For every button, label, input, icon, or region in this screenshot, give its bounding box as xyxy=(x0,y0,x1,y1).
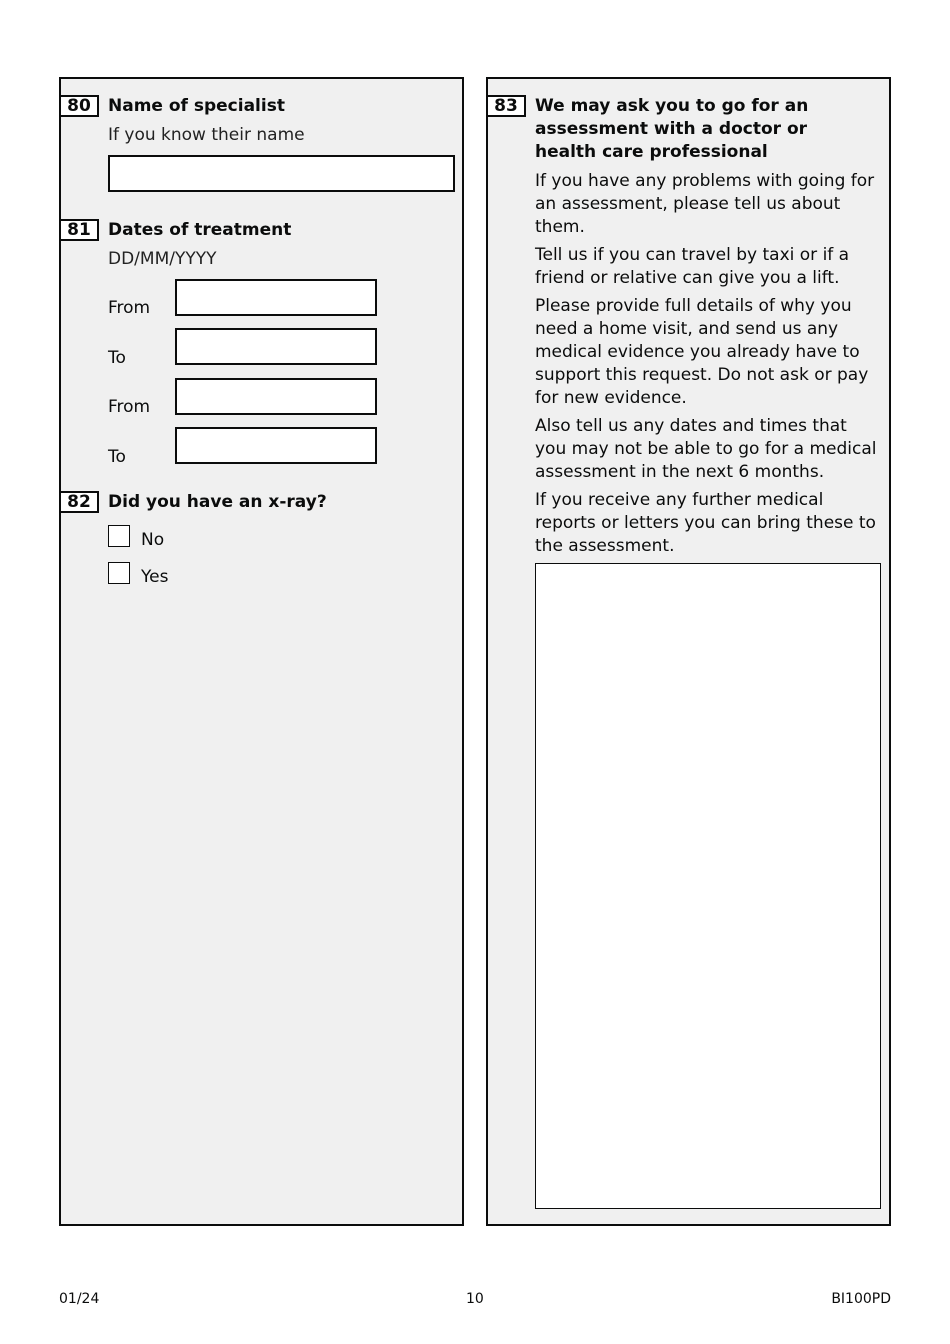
question-81-hint: DD/MM/YYYY xyxy=(108,249,217,269)
right-form-panel xyxy=(486,77,891,1226)
date-to-1-input[interactable] xyxy=(175,328,377,365)
xray-no-label: No xyxy=(141,530,165,550)
question-80-title: Name of specialist xyxy=(108,96,285,116)
question-80-number: 80 xyxy=(59,95,99,117)
date-from-2-label: From xyxy=(108,397,151,417)
xray-no-checkbox[interactable] xyxy=(108,525,130,547)
question-83-title: We may ask you to go for an assessment with a doctor or health care professional xyxy=(535,96,809,162)
specialist-name-input[interactable] xyxy=(108,155,455,192)
date-from-1-input[interactable] xyxy=(175,279,377,316)
xray-yes-checkbox[interactable] xyxy=(108,562,130,584)
date-to-2-input[interactable] xyxy=(175,427,377,464)
footer-date: 01/24 xyxy=(59,1291,100,1307)
date-from-2-input[interactable] xyxy=(175,378,377,415)
instruction-paragraph: Tell us if you can travel by taxi or if a friend or relative can give you a lift. xyxy=(535,245,850,288)
question-82-number: 82 xyxy=(59,491,99,513)
xray-yes-label: Yes xyxy=(141,567,169,587)
instruction-paragraph: If you have any problems with going for an assessment, please tell us about them. xyxy=(535,171,875,237)
instruction-paragraph: Please provide full details of why you need a home visit, and send us any medical evidence you already have to support this request. Do not ask or pay for new evidence. xyxy=(535,296,869,408)
question-83-instructions xyxy=(535,170,880,563)
footer-page-number: 10 xyxy=(466,1291,484,1307)
date-to-2-label: To xyxy=(108,447,126,467)
assessment-details-textarea[interactable] xyxy=(535,563,881,1209)
question-80-hint: If you know their name xyxy=(108,125,305,145)
question-83-number: 83 xyxy=(486,95,526,117)
date-to-1-label: To xyxy=(108,348,126,368)
question-82-title: Did you have an x-ray? xyxy=(108,492,327,512)
footer-form-code: BI100PD xyxy=(831,1291,891,1307)
question-81-number: 81 xyxy=(59,219,99,241)
date-from-1-label: From xyxy=(108,298,151,318)
instruction-paragraph: Also tell us any dates and times that you may not be able to go for a medical assessment in the next 6 months. xyxy=(535,416,877,482)
left-form-panel xyxy=(59,77,464,1226)
question-81-title: Dates of treatment xyxy=(108,220,292,240)
instruction-paragraph: If you receive any further medical reports or letters you can bring these to the assessment. xyxy=(535,490,876,556)
